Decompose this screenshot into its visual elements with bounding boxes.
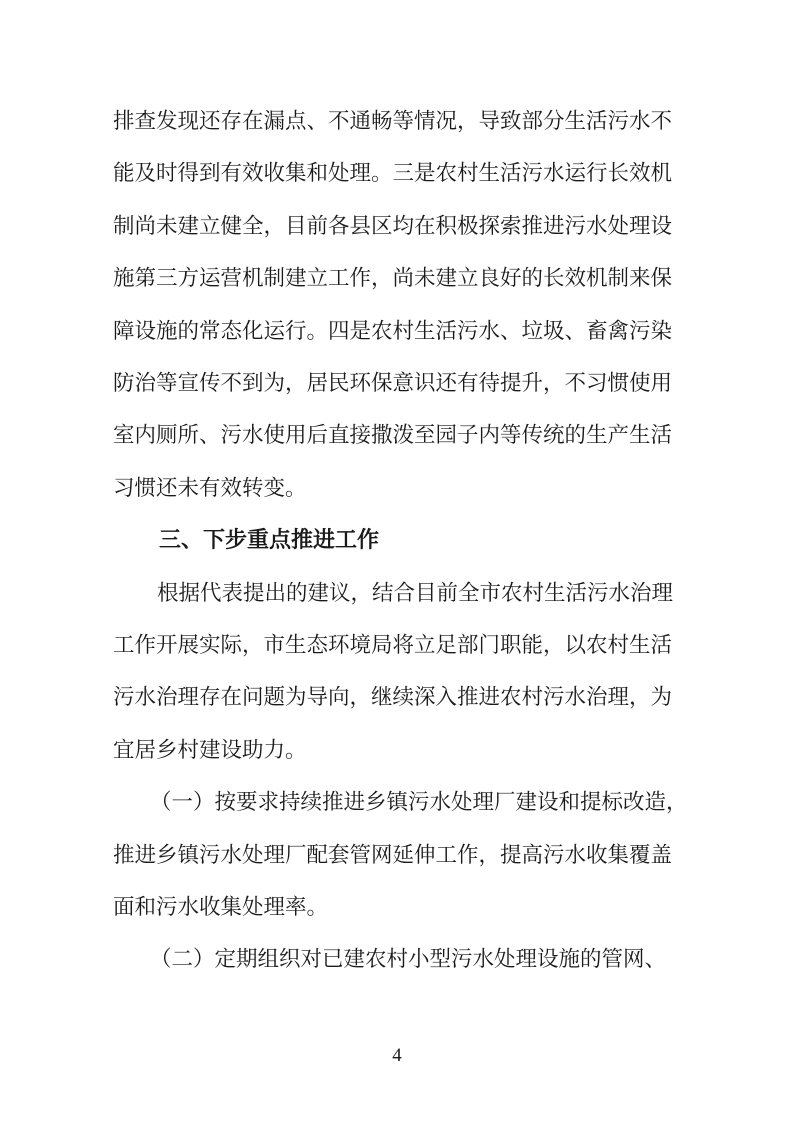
text-line: 制尚未建立健全，目前各县区均在积极探索推进污水处理设 (113, 214, 673, 239)
text-line: （二）定期组织对已建农村小型污水处理设施的管网、 (150, 947, 667, 972)
section-heading: 三、下步重点推进工作 (159, 528, 380, 553)
text-line: 能及时得到有效收集和处理。三是农村生活污水运行长效机 (113, 161, 673, 186)
text-line: 面和污水收集处理率。 (113, 895, 329, 920)
text-line: 障设施的常态化运行。四是农村生活污水、垃圾、畜禽污染 (113, 319, 673, 344)
text-line: 防治等宣传不到为，居民环保意识还有待提升，不习惯使用 (113, 371, 673, 396)
text-line: 习惯还未有效转变。 (113, 476, 307, 501)
page-number: 4 (392, 1045, 402, 1066)
text-line: 排查发现还存在漏点、不通畅等情况，导致部分生活污水不 (113, 109, 673, 134)
text-line: 根据代表提出的建议，结合目前全市农村生活污水治理 (157, 581, 674, 606)
text-line: 宜居乡村建设助力。 (113, 738, 307, 763)
text-line: 推进乡镇污水处理厂配套管网延伸工作，提高污水收集覆盖 (113, 843, 673, 868)
text-line: 工作开展实际，市生态环境局将立足部门职能，以农村生活 (113, 633, 673, 658)
text-line: 施第三方运营机制建立工作，尚未建立良好的长效机制来保 (113, 266, 673, 291)
text-line: 室内厕所、污水使用后直接撒泼至园子内等传统的生产生活 (113, 423, 673, 448)
text-line: 污水治理存在问题为导向，继续深入推进农村污水治理，为 (113, 685, 673, 710)
text-line: （一）按要求持续推进乡镇污水处理厂建设和提标改造， (150, 790, 688, 815)
